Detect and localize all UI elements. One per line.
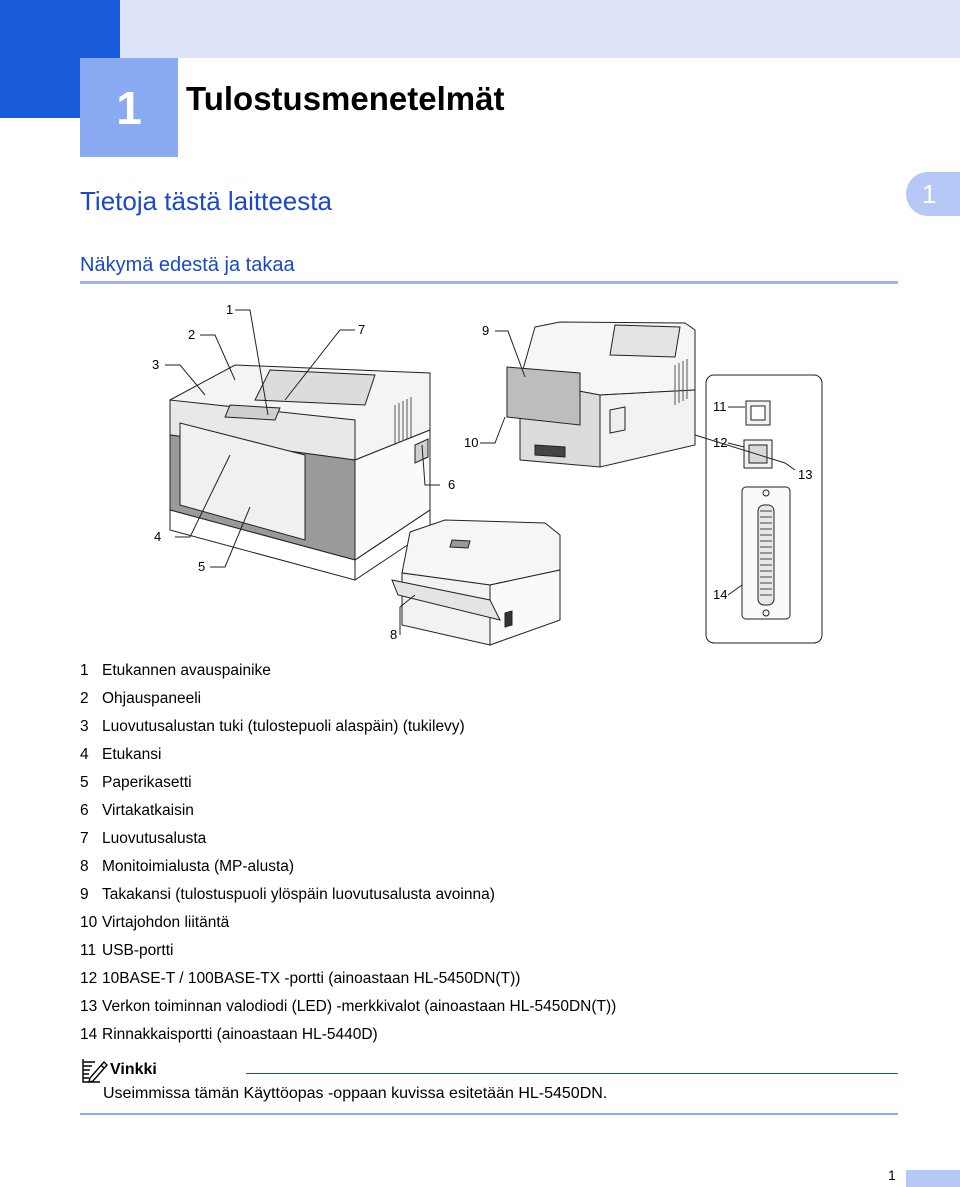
legend-number: 13 <box>80 998 98 1015</box>
legend-text: Rinnakkaisportti (ainoastaan HL-5440D) <box>102 1026 378 1043</box>
callout-12: 12 <box>713 435 728 450</box>
callout-4: 4 <box>154 529 162 544</box>
legend-number: 14 <box>80 1026 98 1043</box>
printer-rear-view <box>507 322 695 467</box>
legend-text: 10BASE-T / 100BASE-TX -portti (ainoastaan HL-5450DN(T)) <box>102 970 521 987</box>
legend-number: 8 <box>80 858 89 875</box>
page-number-tab <box>906 1170 960 1187</box>
legend-text: Ohjauspaneeli <box>102 690 202 707</box>
legend-number: 5 <box>80 774 89 791</box>
note-text: Useimmissa tämän Käyttöopas -oppaan kuvissa esitetään HL-5450DN. <box>103 1085 608 1102</box>
legend-number: 7 <box>80 830 89 847</box>
callout-11: 11 <box>713 399 727 414</box>
legend-number: 12 <box>80 970 98 987</box>
subsection-rule <box>80 281 898 284</box>
callout-9: 9 <box>482 323 490 338</box>
legend-number: 1 <box>80 662 89 679</box>
legend-text: Etukannen avauspainike <box>102 662 271 679</box>
callout-3: 3 <box>152 357 160 372</box>
printer-mp-tray-view <box>392 520 560 645</box>
printer-figure <box>140 295 840 655</box>
legend-number: 6 <box>80 802 89 819</box>
legend-number: 3 <box>80 718 89 735</box>
legend-number: 10 <box>80 914 98 931</box>
legend-number: 2 <box>80 690 89 707</box>
legend-item <box>80 881 920 909</box>
callout-6: 6 <box>448 477 456 492</box>
legend-item <box>80 937 920 965</box>
legend-text: Monitoimialusta (MP-alusta) <box>102 858 295 875</box>
note-header <box>80 1056 898 1084</box>
note-rule-top <box>246 1073 898 1074</box>
chapter-number-box: 1 <box>80 58 178 157</box>
legend-text: USB-portti <box>102 942 174 959</box>
legend-item <box>80 713 920 741</box>
legend-text: Etukansi <box>102 746 162 763</box>
legend-number: 4 <box>80 746 89 763</box>
callout-8: 8 <box>390 627 398 642</box>
chapter-side-tab: 1 <box>906 172 960 216</box>
legend-text: Luovutusalustan tuki (tulostepuoli alaspäin) (tukilevy) <box>102 718 465 735</box>
chapter-title: Tulostusmenetelmät <box>186 80 505 117</box>
legend-number: 9 <box>80 886 89 903</box>
section-title: Tietoja tästä laitteesta <box>80 186 332 216</box>
callout-10: 10 <box>464 435 479 450</box>
legend-item <box>80 797 920 825</box>
callout-5: 5 <box>198 559 206 574</box>
callout-1: 1 <box>226 302 234 317</box>
legend-text: Verkon toiminnan valodiodi (LED) -merkkivalot (ainoastaan HL-5450DN(T)) <box>102 998 617 1015</box>
pencil-note-icon <box>80 1056 108 1084</box>
legend-text: Virtakatkaisin <box>102 802 194 819</box>
legend-item <box>80 825 920 853</box>
legend-item <box>80 853 920 881</box>
legend-list <box>80 657 920 1049</box>
legend-item <box>80 685 920 713</box>
callout-2: 2 <box>188 327 196 342</box>
legend-number: 11 <box>80 942 97 959</box>
legend-text: Virtajohdon liitäntä <box>102 914 230 931</box>
legend-item <box>80 741 920 769</box>
callout-7: 7 <box>358 322 366 337</box>
printer-illustration <box>140 295 840 655</box>
note-rule-bottom <box>80 1113 898 1115</box>
legend-item <box>80 965 920 993</box>
header-band-light <box>120 0 960 58</box>
callout-14: 14 <box>713 587 728 602</box>
note-title: Vinkki <box>110 1061 157 1078</box>
callout-13: 13 <box>798 467 813 482</box>
legend-text: Luovutusalusta <box>102 830 207 847</box>
legend-item <box>80 657 920 685</box>
legend-item <box>80 769 920 797</box>
subsection-title: Näkymä edestä ja takaa <box>80 254 295 276</box>
printer-front-view <box>170 365 430 580</box>
legend-text: Paperikasetti <box>102 774 192 791</box>
legend-text: Takakansi (tulostuspuoli ylöspäin luovutusalusta avoinna) <box>102 886 495 903</box>
page-number: 1 <box>888 1167 896 1183</box>
port-panel <box>706 375 822 643</box>
legend-item <box>80 1021 920 1049</box>
legend-item <box>80 909 920 937</box>
legend-item <box>80 993 920 1021</box>
